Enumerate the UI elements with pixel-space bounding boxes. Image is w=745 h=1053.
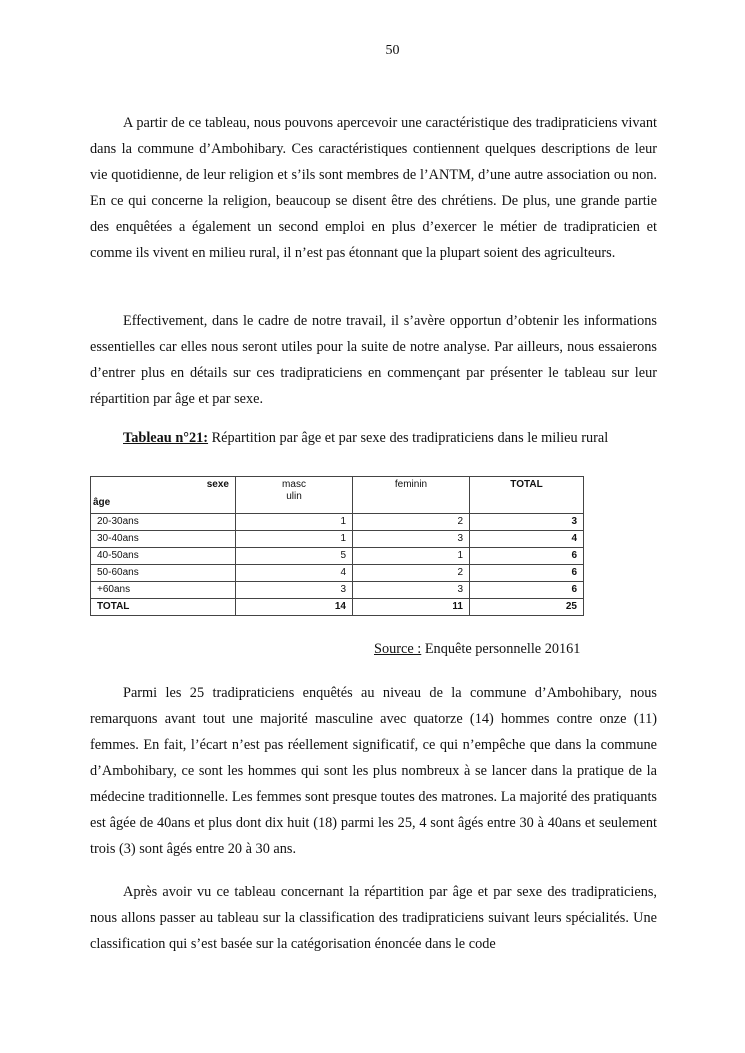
header-total: TOTAL <box>470 477 584 514</box>
table-source <box>374 641 580 658</box>
table-row <box>91 565 584 582</box>
row-age: +60ans <box>91 582 236 599</box>
row-feminin: 1 <box>353 548 470 565</box>
row-feminin: 3 <box>353 531 470 548</box>
row-masculin: 3 <box>236 582 353 599</box>
page-number: 50 <box>385 43 400 58</box>
row-age: 20-30ans <box>91 514 236 531</box>
row-age: 50-60ans <box>91 565 236 582</box>
header-age: âge <box>93 497 111 508</box>
total-masculin: 14 <box>236 599 353 616</box>
paragraph-3: Parmi les 25 tradipraticiens enquêtés au niveau de la commune d’Ambohibary, nous remarquons avant tout une majorité masculine avec quatorze (14) hommes contre onze (11) femmes. En fait, l’écart n’est pas réellement significatif, ce qui n’empêche que dans la commune d’Ambohibary, ce sont les hommes qui sont les plus nombreux à se lancer dans la pratique de la médecine traditionnelle. Les femmes sont presque toutes des matrones. La majorité des pratiquants est âgée de 40ans et plus dont dix huit (18) parmi les 25, 4 sont âgés entre 30 à 40ans et seulement trois (3) sont âgés entre 20 à 30 ans. <box>90 685 657 857</box>
total-total: 25 <box>470 599 584 616</box>
paragraph-4: Après avoir vu ce tableau concernant la répartition par âge et par sexe des tradipraticiens, nous allons passer au tableau sur la classification des tradipraticiens suivant leurs spécialités. Une classification qui s’est basée sur la catégorisation énoncée dans le code <box>90 884 657 952</box>
paragraph-2: Effectivement, dans le cadre de notre travail, il s’avère opportun d’obtenir les informations essentielles car elles nous seront utiles pour la suite de notre analyse. Par ailleurs, nous essaierons d’entrer plus en détails sur ces tradipraticiens en commençant par présenter le tableau sur leur répartition par âge et par sexe. <box>90 313 657 407</box>
row-feminin: 2 <box>353 514 470 531</box>
table-caption-label: Tableau n°21: <box>123 430 209 446</box>
row-age: 30-40ans <box>91 531 236 548</box>
table-caption-text: Répartition par âge et par sexe des tradipraticiens dans le milieu rural <box>208 430 609 446</box>
total-feminin: 11 <box>353 599 470 616</box>
row-feminin: 2 <box>353 565 470 582</box>
row-feminin: 3 <box>353 582 470 599</box>
paragraph-1: A partir de ce tableau, nous pouvons apercevoir une caractéristique des tradipraticiens vivant dans la commune d’Ambohibary. Ces caractéristiques contiennent quelques descriptions de leur vie quotidienne, de leur religion et s’ils sont membres de l’ANTM, d’une autre association ou non. En ce qui concerne la religion, beaucoup se disent être des chrétiens. De plus, une grande partie des enquêtées a également un second emploi en plus d’exercer le métier de tradipraticien et comme ils vivent en milieu rural, il n’est pas étonnant que la plupart soient des agriculteurs. <box>90 115 657 261</box>
table-row <box>91 531 584 548</box>
header-feminin: feminin <box>353 477 470 514</box>
row-masculin: 4 <box>236 565 353 582</box>
table-row <box>91 548 584 565</box>
table-corner-cell <box>91 477 236 514</box>
table-row <box>91 582 584 599</box>
table-header-row <box>91 477 584 514</box>
row-total: 6 <box>470 548 584 565</box>
row-age: 40-50ans <box>91 548 236 565</box>
table-total-row <box>91 599 584 616</box>
row-total: 6 <box>470 582 584 599</box>
source-text: Enquête personnelle 20161 <box>421 641 581 657</box>
row-masculin: 1 <box>236 514 353 531</box>
source-label: Source : <box>374 641 422 657</box>
row-total: 4 <box>470 531 584 548</box>
table-caption <box>123 430 608 447</box>
row-masculin: 1 <box>236 531 353 548</box>
row-masculin: 5 <box>236 548 353 565</box>
header-sexe: sexe <box>206 479 229 490</box>
row-total: 6 <box>470 565 584 582</box>
row-total: 3 <box>470 514 584 531</box>
total-label: TOTAL <box>91 599 236 616</box>
table-row <box>91 514 584 531</box>
age-sex-table <box>90 476 584 616</box>
header-masculin: masc ulin <box>236 477 353 514</box>
